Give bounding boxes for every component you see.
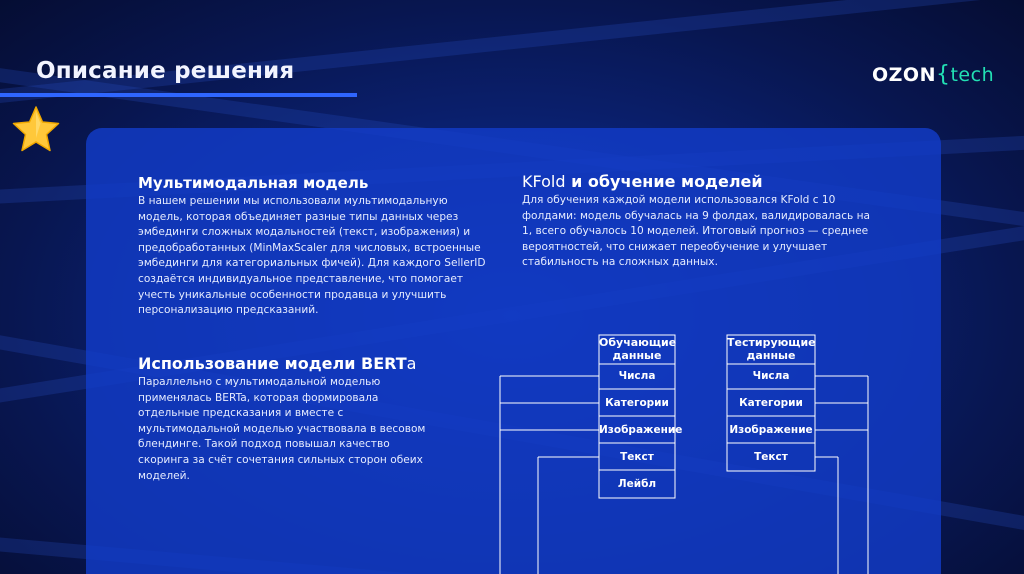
train-cell-text: Текст: [620, 451, 654, 463]
kfold-text-line: Для обучения каждой модели использовался KFold с 10: [522, 194, 836, 206]
multimodal-text-line: учесть уникальные особенности продавца и улучшить: [138, 288, 447, 301]
kfold-text-line: вероятностей, что снижает переобучение и улучшает: [522, 240, 828, 253]
test-cell-categories: Категории: [739, 397, 803, 409]
bert-text-line: применялась BERTa, которая формировала: [138, 391, 379, 404]
multimodal-text-line: В нашем решении мы использовали мультимодальную: [138, 195, 448, 207]
multimodal-text-line: модель, которая объединяет разные типы данных через: [138, 210, 459, 223]
test-box-title: Тестирующие данные: [727, 336, 816, 362]
test-cell-image: Изображение: [729, 424, 813, 436]
logo-ozon: OZON: [872, 64, 936, 86]
train-cell-label: Лейбл: [617, 478, 657, 490]
train-cell-image: Изображение: [599, 424, 683, 436]
bert-text-line: скоринга за счёт сочетания сильных сторон обеих: [138, 453, 423, 466]
bert-text-line: блендинге. Такой подход повышал качество: [138, 438, 390, 451]
multimodal-text-line: персонализацию предсказаний.: [138, 304, 319, 317]
test-cell-numbers: Числа: [752, 370, 790, 382]
slide-title: Описание решения: [36, 58, 295, 84]
bert-text-line: мультимодальной моделью участвовала в весовом: [138, 422, 426, 435]
multimodal-text-line: создаётся индивидуальное представление, что помогает: [138, 272, 464, 285]
kfold-heading: KFold и обучение моделей: [522, 172, 763, 191]
multimodal-text-line: предобработанных (MinMaxScaler для числовых, встроенные: [138, 241, 481, 254]
kfold-text-line: стабильность на сложных данных.: [522, 256, 718, 269]
multimodal-text-line: эмбединги сложных модальностей (текст, изображения) и: [138, 226, 471, 239]
bert-heading: Использование модели BERTa: [138, 354, 417, 373]
test-cell-text: Текст: [754, 451, 788, 463]
bert-text-line: отдельные предсказания и вместе с: [138, 407, 344, 420]
logo-tech: {tech: [935, 62, 995, 87]
multimodal-text-line: эмбединги для категориальных фичей). Для каждого SellerID: [138, 257, 486, 270]
multimodal-heading: Мультимодальная модель: [138, 174, 369, 192]
bert-text-line: Параллельно с мультимодальной моделью: [138, 376, 381, 388]
bert-text-line: моделей.: [138, 469, 190, 482]
train-cell-categories: Категории: [605, 397, 669, 409]
kfold-text-line: фолдами: модель обучалась на 9 фолдах, валидировалась на: [522, 209, 871, 222]
train-cell-numbers: Числа: [618, 370, 656, 382]
train-box-title: Обучающие данные: [599, 336, 677, 362]
kfold-text-line: 1, всего обучалось 10 моделей. Итоговый прогноз — среднее: [522, 225, 869, 238]
